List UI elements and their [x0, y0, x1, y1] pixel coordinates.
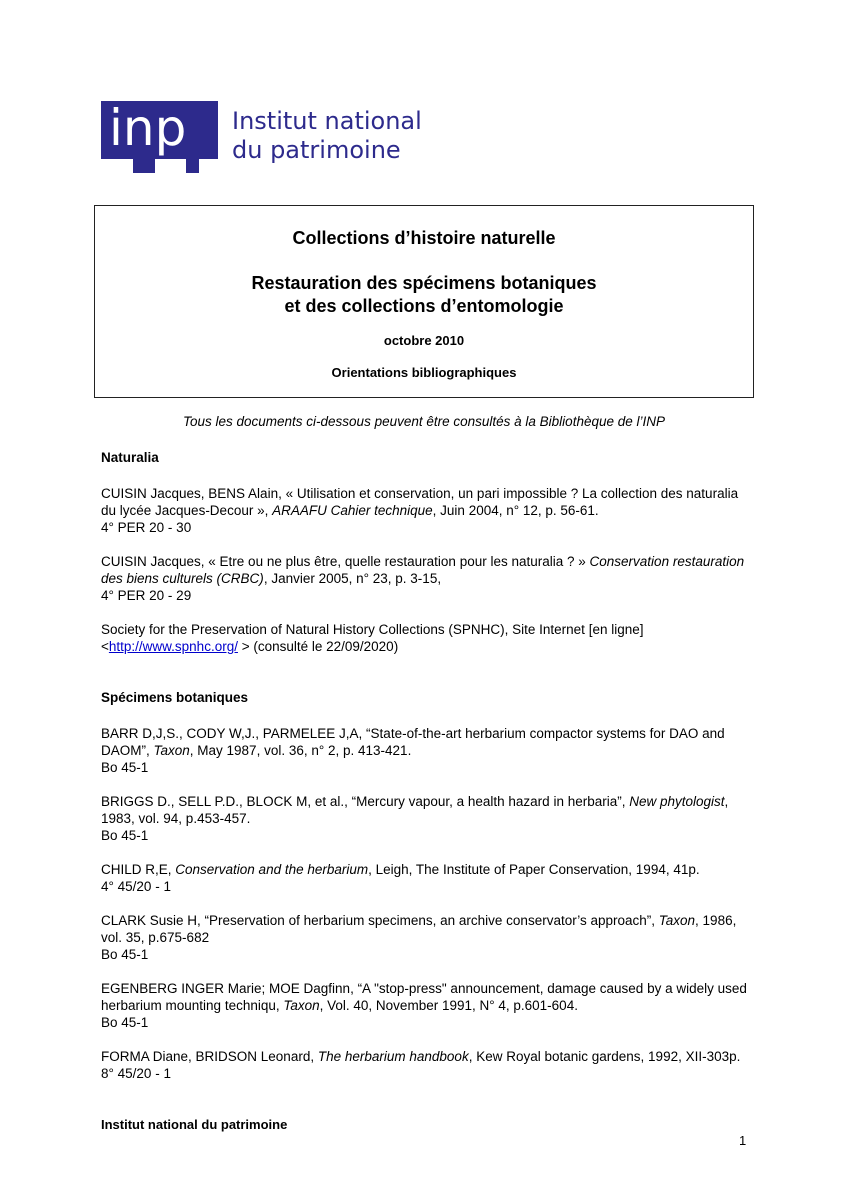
- document-title: Collections d’histoire naturelle: [292, 228, 556, 248]
- bib-citation: EGENBERG INGER Marie; MOE Dagfinn, “A "stop-press" announcement, damage caused by a widely used herbarium mounting techniqu, Taxon, Vol. 40, November 1991, N° 4, p.601-604.: [101, 981, 747, 1013]
- bib-citation: CUISIN Jacques, « Etre ou ne plus être, quelle restauration pour les naturalia ? » Conservation restauration des biens culturels (CRBC), Janvier 2005, n° 23, p. 3-15,: [101, 554, 745, 586]
- section-title-botanique: Spécimens botaniques: [101, 690, 249, 705]
- logo-line-1: Institut national: [232, 107, 422, 135]
- bib-citation: CHILD R,E, Conservation and the herbarium, Leigh, The Institute of Paper Conservation, 1994, 41p.: [101, 862, 700, 877]
- subtitle-line-1: Restauration des spécimens botaniques: [251, 273, 597, 293]
- intro-note: Tous les documents ci-dessous peuvent être consultés à la Bibliothèque de l’INP: [182, 414, 666, 429]
- bibliography: [101, 449, 749, 1099]
- bib-citation: BARR D,J,S., CODY W,J., PARMELEE J,A, “State-of-the-art herbarium compactor systems for DAO and DAOM”, Taxon, May 1987, vol. 36, n° 2, p. 413-421.: [101, 726, 725, 758]
- bib-entry: [101, 1048, 749, 1082]
- document-date: octobre 2010: [383, 333, 465, 348]
- inp-logo: [101, 101, 431, 171]
- document-category: Orientations bibliographiques: [331, 365, 517, 380]
- bib-shelfmark: Bo 45-1: [101, 1015, 149, 1030]
- logo-wordmark: [232, 107, 422, 165]
- document-subtitle: [95, 272, 753, 318]
- bib-citation: CUISIN Jacques, BENS Alain, « Utilisation et conservation, un pari impossible ? La collection des naturalia du lycée Jacques-Decour », ARAAFU Cahier technique, Juin 2004, n° 12, p. 56-61.: [101, 486, 739, 518]
- bib-citation: Society for the Preservation of Natural History Collections (SPNHC), Site Internet [en ligne] <http://www.spnhc.org/ > (consulté le 22/09/2020): [101, 622, 644, 654]
- bib-citation: FORMA Diane, BRIDSON Leonard, The herbarium handbook, Kew Royal botanic gardens, 1992, XII-303p.: [101, 1049, 741, 1064]
- spnhc-link[interactable]: http://www.spnhc.org/: [108, 639, 238, 654]
- bib-shelfmark: 4° PER 20 - 29: [101, 588, 192, 603]
- bib-shelfmark: 4° 45/20 - 1: [101, 879, 171, 894]
- bib-shelfmark: Bo 45-1: [101, 828, 149, 843]
- bib-entry: [101, 553, 749, 604]
- logo-mark-text: inp: [109, 99, 187, 157]
- bib-entry: [101, 980, 749, 1031]
- bib-shelfmark: Bo 45-1: [101, 947, 149, 962]
- bib-entry: [101, 621, 749, 655]
- bib-entry: [101, 725, 749, 776]
- logo-line-2: du patrimoine: [232, 136, 401, 164]
- bib-entry: [101, 485, 749, 536]
- bib-shelfmark: 8° 45/20 - 1: [101, 1066, 171, 1081]
- subtitle-line-2: et des collections d’entomologie: [284, 296, 564, 316]
- bib-shelfmark: 4° PER 20 - 30: [101, 520, 192, 535]
- bib-citation: CLARK Susie H, “Preservation of herbarium specimens, an archive conservator’s approach”, Taxon, 1986, vol. 35, p.675-682: [101, 913, 737, 945]
- page-number: 1: [739, 1133, 747, 1148]
- logo-mark: [101, 101, 218, 159]
- bib-citation: BRIGGS D., SELL P.D., BLOCK M, et al., “Mercury vapour, a health hazard in herbaria”, New phytologist, 1983, vol. 94, p.453-457.: [101, 794, 729, 826]
- section-title-naturalia: Naturalia: [101, 450, 159, 465]
- bib-shelfmark: Bo 45-1: [101, 760, 149, 775]
- page-footer: Institut national du patrimoine: [101, 1117, 288, 1132]
- bib-entry: [101, 861, 749, 895]
- title-box: [94, 205, 754, 398]
- bib-entry: [101, 793, 749, 844]
- bib-entry: [101, 912, 749, 963]
